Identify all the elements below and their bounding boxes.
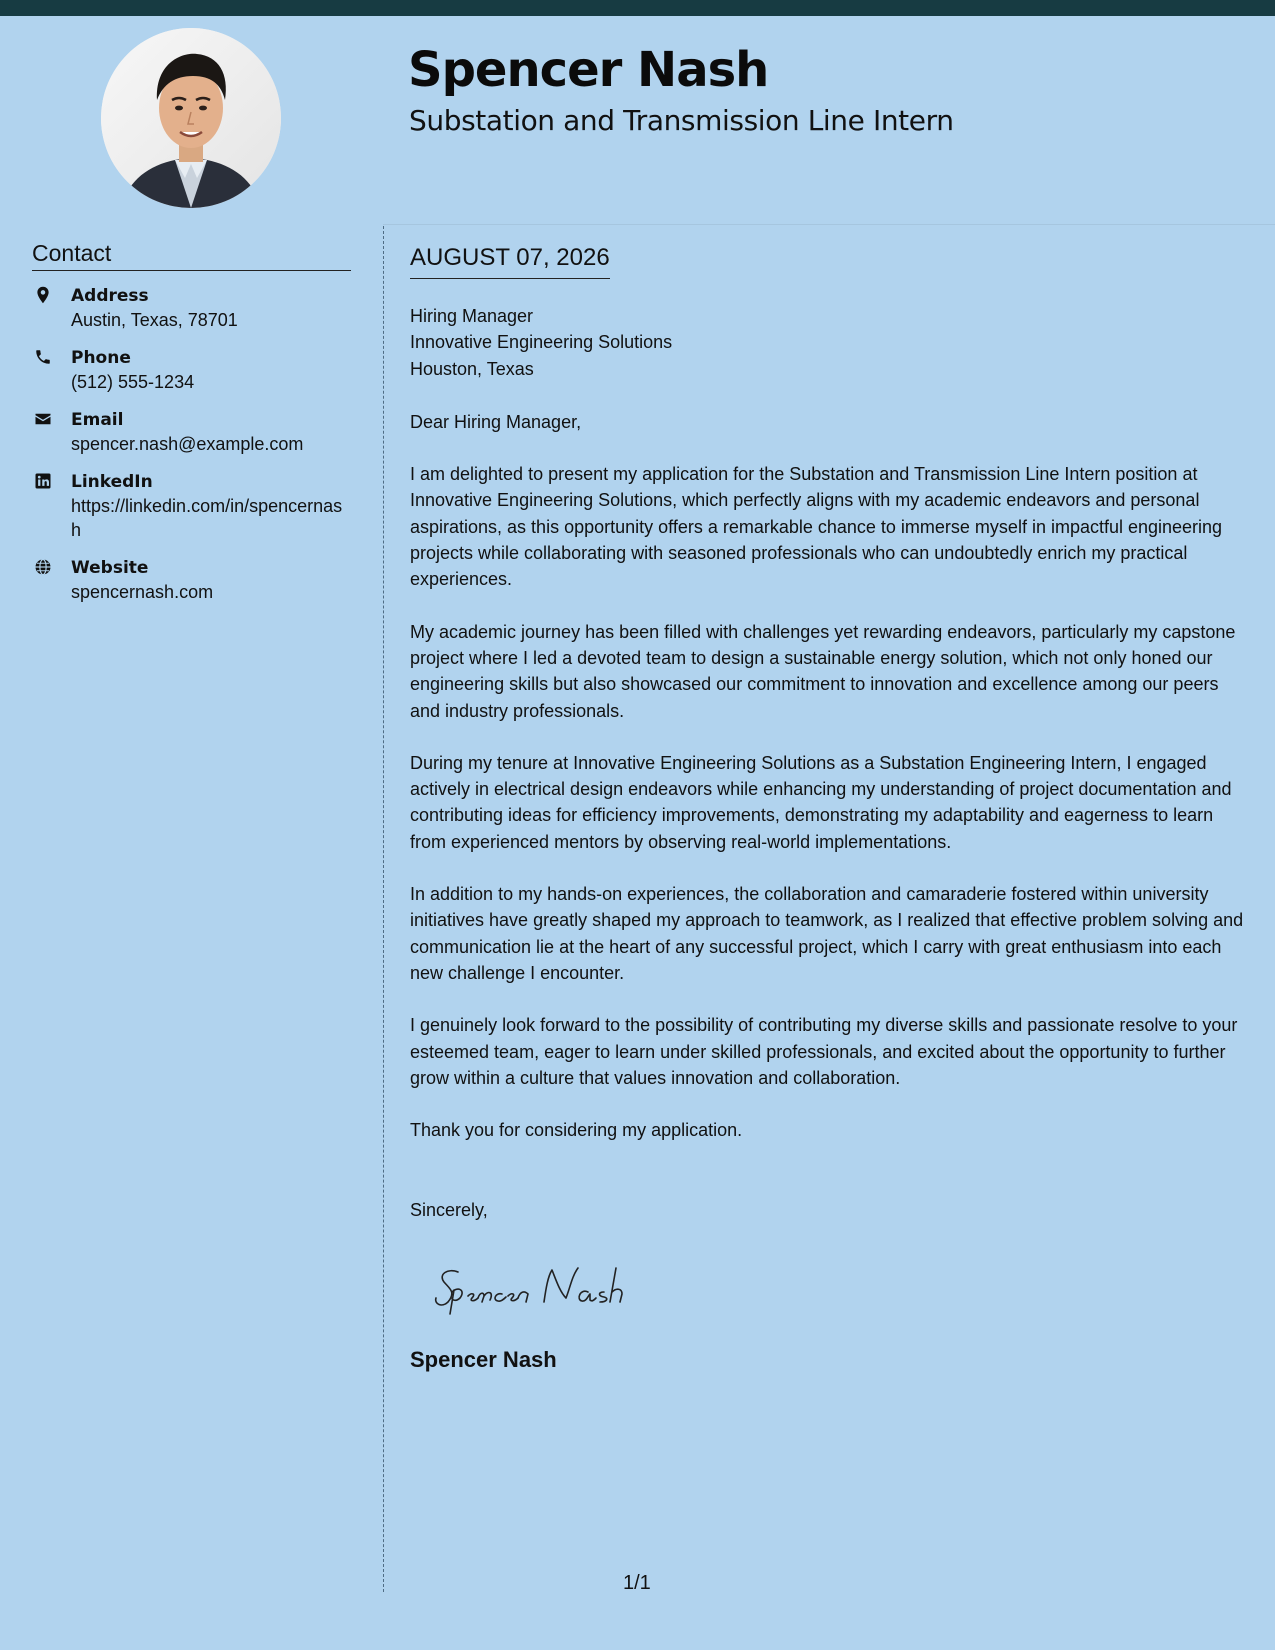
contact-label: Phone	[71, 348, 131, 368]
contact-label: Email	[71, 410, 124, 430]
contact-value[interactable]: spencernash.com	[71, 582, 214, 602]
letter-body	[410, 303, 1250, 1224]
contact-heading: Contact	[32, 240, 351, 271]
contact-item-email	[32, 408, 352, 456]
envelope-icon	[34, 410, 52, 428]
letter-paragraph: In addition to my hands-on experiences, the collaboration and camaraderie fostered within university initiatives have greatly shaped my approach to teamwork, as I realized that effective problem solving and communication lie at the heart of any successful project, which I carry with great enthusiasm into each new challenge I encounter.	[410, 884, 1244, 983]
contact-item-address	[32, 284, 352, 332]
map-pin-icon	[34, 286, 52, 304]
letter-paragraph: I genuinely look forward to the possibility of contributing my diverse skills and passionate resolve to your esteemed team, eager to learn under skilled professionals, and excited about the opportunity to further grow within a culture that values innovation and collaboration.	[410, 1015, 1238, 1088]
salutation: Dear Hiring Manager,	[410, 411, 582, 432]
header-divider	[383, 224, 1275, 225]
contact-item-linkedin	[32, 470, 352, 542]
recipient-line: Innovative Engineering Solutions	[410, 332, 673, 353]
contact-value[interactable]: spencer.nash@example.com	[71, 434, 304, 454]
contact-label: Website	[71, 558, 149, 578]
contact-value: (512) 555-1234	[71, 372, 195, 392]
recipient-line: Houston, Texas	[410, 358, 534, 379]
contact-label: Address	[71, 286, 149, 306]
page-number: 1/1	[623, 1572, 651, 1594]
letter-paragraph: During my tenure at Innovative Engineering Solutions as a Substation Engineering Intern, I engaged actively in electrical design endeavors while enhancing my understanding of project documentation and contributing ideas for efficiency improvements, demonstrating my adaptability and eagerness to learn from experienced mentors by observing real-world implementations.	[410, 752, 1232, 852]
top-accent-bar	[0, 0, 1275, 16]
letter-paragraph: I am delighted to present my application for the Substation and Transmission Line Intern position at Innovative Engineering Solutions, which perfectly aligns with my academic endeavors and personal aspirations, as this opportunity offers a remarkable chance to immerse myself in impactful engineering projects while collaborating with seasoned professionals who can undoubtedly enrich my practical experiences.	[410, 464, 1223, 590]
column-divider	[383, 226, 384, 1592]
letter-paragraph: My academic journey has been filled with challenges yet rewarding endeavors, particularly my capstone project where I led a devoted team to design a sustainable energy solution, which not only honed our engineering skills but also showcased our commitment to innovation and excellence among our peers and industry professionals.	[410, 621, 1236, 721]
letter-paragraph: Thank you for considering my application.	[410, 1120, 743, 1141]
header-job-title: Substation and Transmission Line Intern	[409, 104, 954, 137]
contact-value[interactable]: https://linkedin.com/in/spencernash	[71, 496, 343, 540]
closing: Sincerely,	[410, 1200, 488, 1221]
recipient-line: Hiring Manager	[410, 306, 534, 326]
profile-photo	[101, 28, 281, 208]
recipient-block	[410, 303, 1250, 382]
phone-icon	[34, 348, 52, 366]
header-name: Spencer Nash	[408, 42, 769, 98]
letter-date: AUGUST 07, 2026	[410, 244, 610, 279]
signer-name: Spencer Nash	[410, 1347, 557, 1372]
contact-item-phone	[32, 346, 352, 394]
contact-item-website	[32, 556, 352, 604]
contact-list	[32, 284, 352, 618]
handwritten-signature	[432, 1258, 652, 1318]
linkedin-icon	[34, 472, 52, 490]
globe-icon	[34, 558, 52, 576]
contact-value: Austin, Texas, 78701	[71, 310, 238, 330]
contact-label: LinkedIn	[71, 472, 153, 492]
